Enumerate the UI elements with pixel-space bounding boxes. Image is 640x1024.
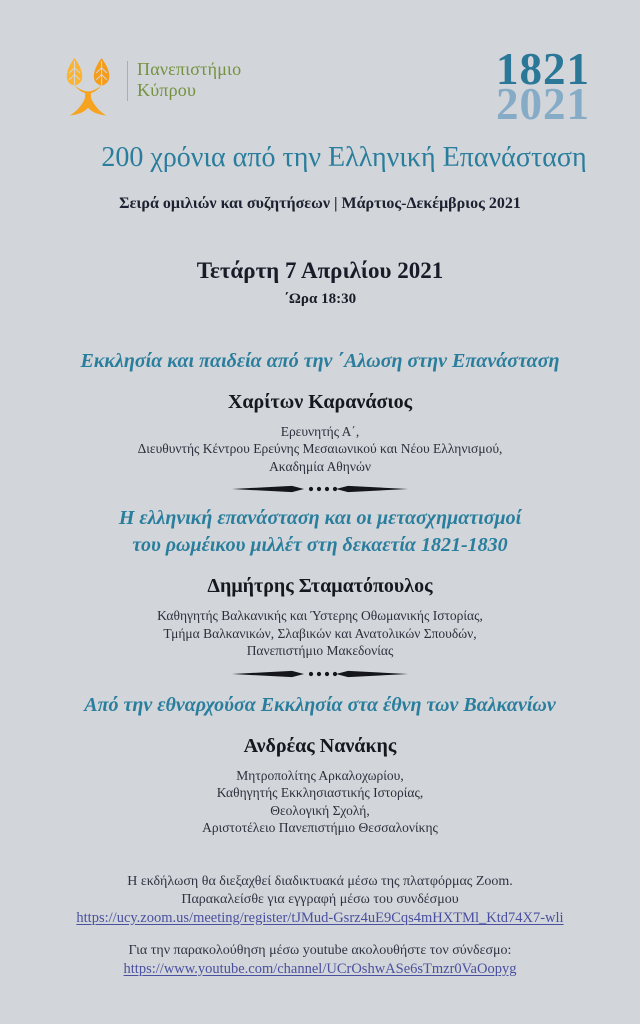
talk-2-title-line: του ρωμέικου μιλλέτ στη δεκαετία 1821-1830 xyxy=(132,534,508,557)
zoom-registration-link[interactable]: https://ucy.zoom.us/meeting/register/tJMud-Gsrz4uE9Cqs4mHXTMl_Ktd74X7-wli xyxy=(76,909,564,926)
university-trees-icon xyxy=(60,56,118,120)
talk-section-1 xyxy=(0,348,640,476)
footer xyxy=(0,873,640,979)
logo-separator xyxy=(127,61,128,101)
page-title: 200 χρόνια από την Ελληνική Επανάσταση xyxy=(101,142,587,173)
affiliation-line: Τμήμα Βαλκανικών, Σλαβικών και Ανατολικών Σπουδών, xyxy=(163,625,477,641)
university-name xyxy=(137,56,241,101)
header xyxy=(0,0,640,128)
affiliation-line: Ερευνητής Α΄, xyxy=(280,423,360,439)
university-name-line2: Κύπρου xyxy=(137,80,197,101)
zoom-info-line2: Παρακαλείσθε για εγγραφή μέσω του συνδέσμου xyxy=(181,891,459,907)
year-2021: 2021 xyxy=(496,79,590,130)
talk-1-title xyxy=(0,348,640,375)
event-date: Τετάρτη 7 Απριλίου 2021 xyxy=(196,258,444,284)
affiliation-line: Πανεπιστήμιο Μακεδονίας xyxy=(246,643,394,659)
talk-section-3 xyxy=(0,692,640,837)
talk-section-2 xyxy=(0,505,640,660)
talk-2-affiliation xyxy=(0,607,640,660)
university-logo xyxy=(60,56,241,120)
talk-3-affiliation xyxy=(0,767,640,837)
youtube-channel-link[interactable]: https://www.youtube.com/channel/UCrOshwASe6sTmzr0VaOopyg xyxy=(123,960,517,977)
affiliation-line: Ακαδημία Αθηνών xyxy=(269,458,371,474)
affiliation-line: Αριστοτέλειο Πανεπιστήμιο Θεσσαλονίκης xyxy=(202,820,438,836)
youtube-block xyxy=(0,942,640,979)
affiliation-line: Θεολογική Σχολή, xyxy=(270,802,370,818)
talk-2-speaker: Δημήτρης Σταματόπουλος xyxy=(207,575,433,598)
divider-ornament xyxy=(0,668,640,680)
affiliation-line: Διευθυντής Κέντρου Ερεύνης Μεσαιωνικού και Νέου Ελληνισμού, xyxy=(137,441,503,457)
talk-1-speaker: Χαρίτων Καρανάσιος xyxy=(227,390,413,413)
series-subtitle: Σειρά ομιλιών και συζητήσεων | Μάρτιος-Δεκέμβριος 2021 xyxy=(119,195,521,213)
talk-3-title-line: Από την εθναρχούσα Εκκλησία στα έθνη των Βαλκανίων xyxy=(84,693,556,716)
affiliation-line: Μητροπολίτης Αρκαλοχωρίου, xyxy=(236,767,404,783)
talk-2-title xyxy=(0,505,640,559)
university-name-line1: Πανεπιστήμιο xyxy=(137,59,242,79)
talk-2-title-line: Η ελληνική επανάσταση και οι μετασχηματισμοί xyxy=(118,507,522,530)
year-1821: 1821 xyxy=(496,44,590,94)
zoom-info-line1: Η εκδήλωση θα διεξαχθεί διαδικτυακά μέσω της πλατφόρμας Zoom. xyxy=(127,873,513,889)
talk-3-title xyxy=(0,692,640,719)
affiliation-line: Καθηγητής Βαλκανικής και Ύστερης Οθωμανικής Ιστορίας, xyxy=(157,608,483,624)
talk-1-title-line: Εκκλησία και παιδεία από την ΄Αλωση στην Επανάσταση xyxy=(80,349,560,372)
youtube-info-line: Για την παρακολούθηση μέσω youtube ακολουθήστε τον σύνδεσμο: xyxy=(128,942,512,958)
event-time: ΄Ωρα 18:30 xyxy=(283,290,357,307)
divider-ornament xyxy=(0,483,640,495)
talk-1-affiliation xyxy=(0,423,640,476)
affiliation-line: Καθηγητής Εκκλησιαστικής Ιστορίας, xyxy=(216,785,424,801)
talk-3-speaker: Ανδρέας Νανάκης xyxy=(243,734,397,757)
anniversary-years xyxy=(496,44,590,130)
